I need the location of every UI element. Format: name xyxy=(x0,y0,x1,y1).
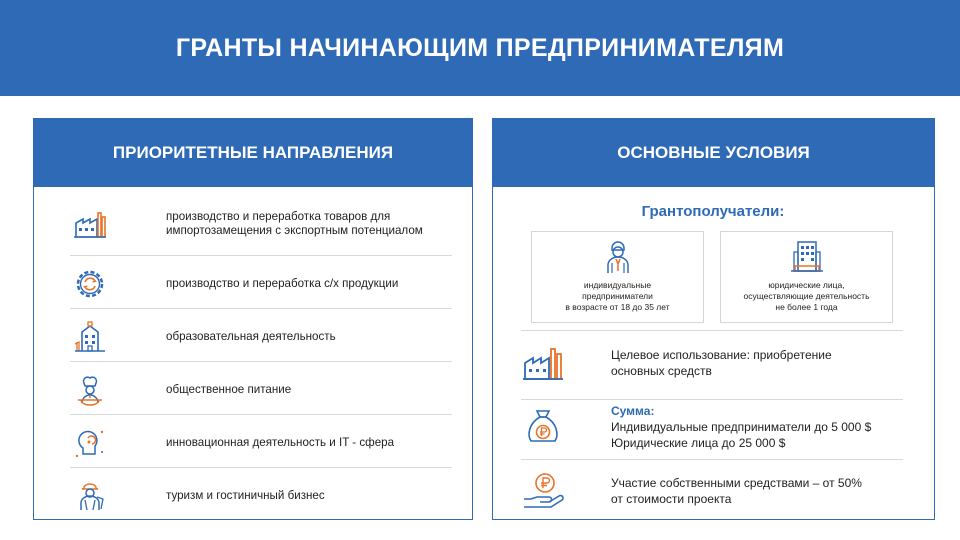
condition-text-line1: Участие собственными средствами – от 50% xyxy=(611,476,862,490)
direction-text-line1: образовательная деятельность xyxy=(166,329,336,343)
recipient-card-individual xyxy=(531,231,704,323)
main-conditions-panel xyxy=(492,118,935,520)
divider xyxy=(521,399,903,400)
divider xyxy=(70,308,452,309)
recipient-card-legal-entity xyxy=(720,231,893,323)
innovation-icon xyxy=(70,423,110,463)
page-title: ГРАНТЫ НАЧИНАЮЩИМ ПРЕДПРИНИМАТЕЛЯМ xyxy=(175,33,785,62)
direction-item-agriculture xyxy=(70,257,452,310)
divider xyxy=(70,467,452,468)
factory-icon xyxy=(521,341,565,385)
condition-item-co-financing xyxy=(521,469,903,513)
recipient-text-line: в возрасте от 18 до 35 лет xyxy=(565,302,670,312)
recipient-text-line: индивидуальные xyxy=(583,280,652,290)
main-conditions-heading: ОСНОВНЫЕ УСЛОВИЯ xyxy=(617,143,810,162)
direction-text-line1: общественное питание xyxy=(166,382,292,396)
money-bag-icon xyxy=(521,405,565,449)
direction-item-tourism xyxy=(70,469,452,522)
direction-text-line1: инновационная деятельность и IT - сфера xyxy=(166,435,395,449)
priority-directions-heading: ПРИОРИТЕТНЫЕ НАПРАВЛЕНИЯ xyxy=(112,143,394,162)
priority-directions-panel xyxy=(33,118,473,520)
direction-text-line2: импортозамещения с экспортным потенциалом xyxy=(166,223,423,237)
direction-text-line1: производство и переработка товаров для xyxy=(166,209,391,223)
divider xyxy=(70,255,452,256)
direction-item-catering xyxy=(70,363,452,416)
condition-item-grant-amount xyxy=(521,403,903,451)
condition-text-line2: от стоимости проекта xyxy=(611,492,732,506)
recipient-text-line: осуществляющие деятельность xyxy=(743,291,870,301)
condition-text-line2: Юридические лица до 25 000 $ xyxy=(611,436,786,450)
direction-item-innovation-it xyxy=(70,416,452,469)
hand-coin-icon xyxy=(521,469,565,513)
chef-icon xyxy=(70,370,110,410)
divider xyxy=(70,361,452,362)
condition-item-targeted-use xyxy=(521,341,903,385)
school-building-icon xyxy=(70,317,110,357)
divider xyxy=(521,330,903,331)
divider xyxy=(70,414,452,415)
factory-icon xyxy=(70,204,110,244)
main-conditions-header xyxy=(493,119,934,187)
amount-label: Сумма: xyxy=(611,404,655,418)
recipients-title: Грантополучатели: xyxy=(641,203,785,220)
direction-item-import-substitution xyxy=(70,197,452,250)
condition-text-line1: Индивидуальные предприниматели до 5 000 $ xyxy=(611,420,872,434)
title-banner xyxy=(0,0,960,96)
recipient-text-line: предприниматели xyxy=(582,291,653,301)
direction-item-education xyxy=(70,310,452,363)
condition-text-line2: основных средств xyxy=(611,364,712,378)
direction-text-line1: туризм и гостиничный бизнес xyxy=(166,488,325,502)
condition-text-line1: Целевое использование: приобретение xyxy=(611,348,832,362)
divider xyxy=(521,459,903,460)
office-building-icon xyxy=(789,238,825,274)
person-icon xyxy=(600,238,636,274)
priority-directions-header xyxy=(34,119,472,187)
recipient-text-line: не более 1 года xyxy=(775,302,838,312)
recipient-text-line: юридические лица, xyxy=(768,280,845,290)
tourist-icon xyxy=(70,476,110,516)
direction-text-line1: производство и переработка с/х продукции xyxy=(166,276,399,290)
gear-icon xyxy=(70,264,110,304)
